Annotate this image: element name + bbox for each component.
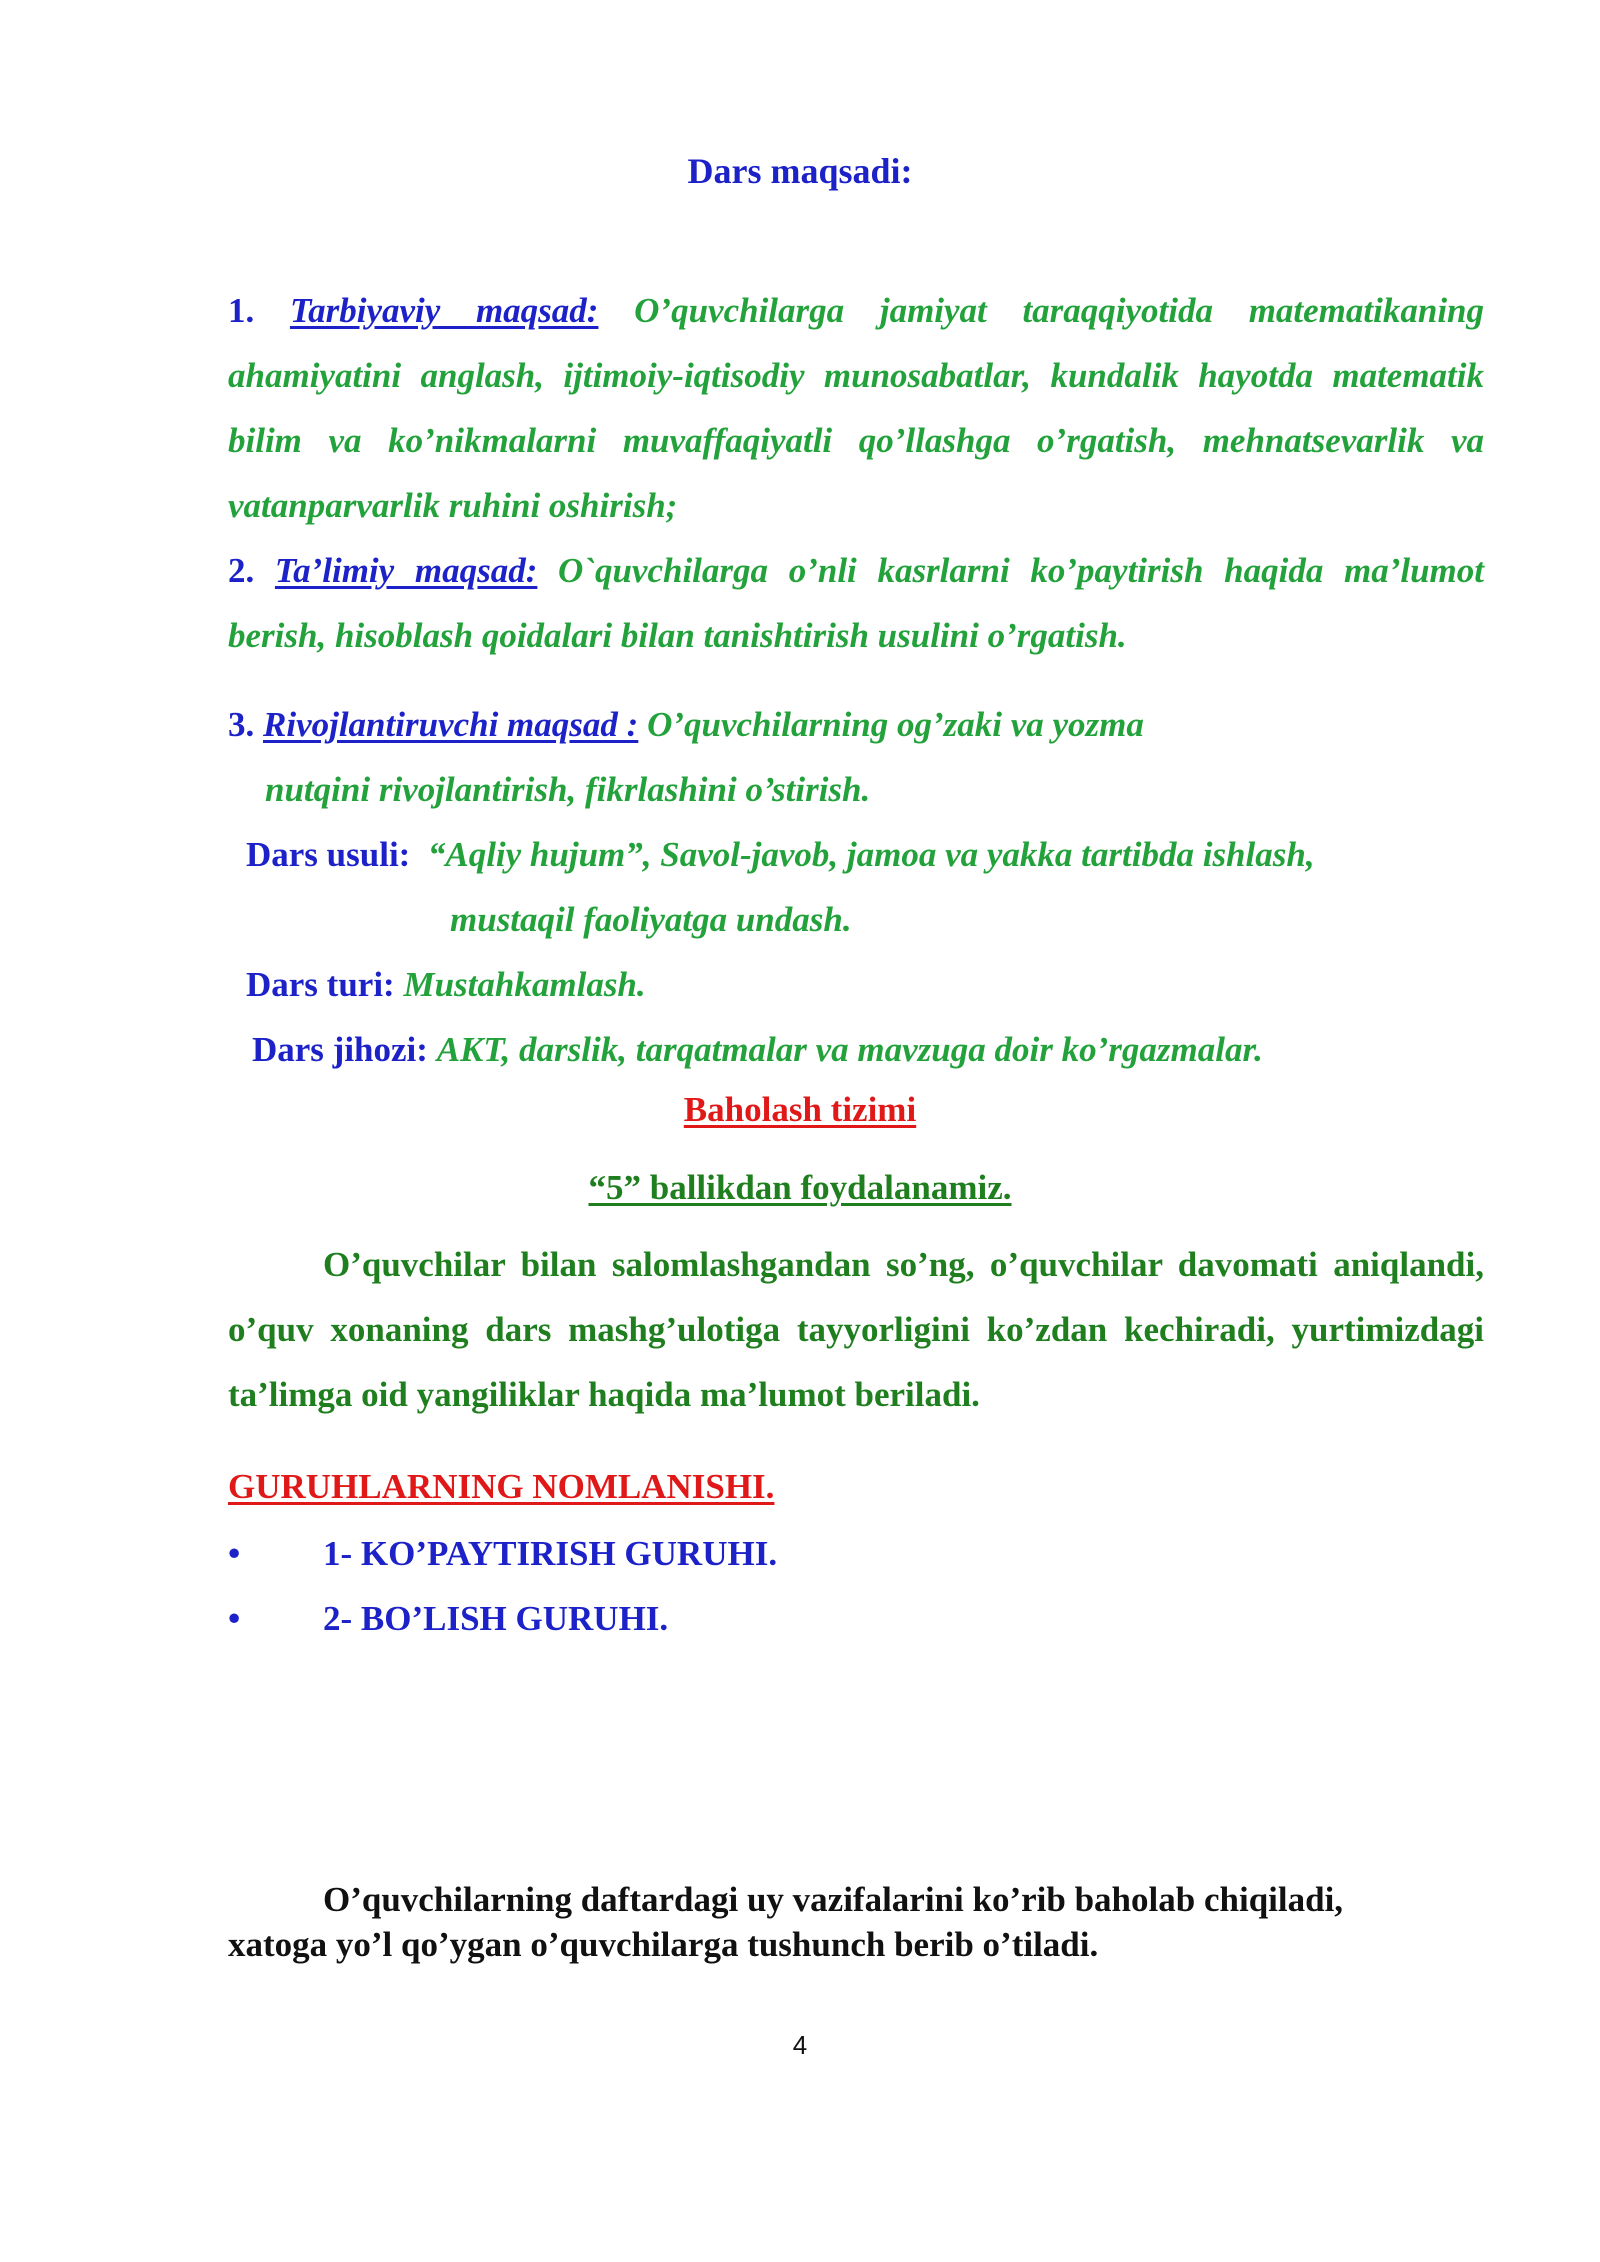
goal-1-paragraph bbox=[228, 278, 1484, 538]
grading-subheading-wrap bbox=[0, 1168, 1600, 1208]
goal-3-text-line-1: O’quvchilarning og’zaki va yozma bbox=[647, 705, 1144, 744]
goal-1-label: Tarbiyaviy maqsad: bbox=[289, 291, 599, 330]
goal-2-text: O`quvchilarga o’nli kasrlarni ko’paytirish haqida ma’lumot berish, hisoblash qoidalari bilan tanishtirish usulini o’rgatish. bbox=[228, 551, 1485, 655]
method-text-line-1: “Aqliy hujum”, Savol-javob, jamoa va yakka tartibda ishlash, bbox=[427, 835, 1315, 874]
lesson-equipment bbox=[252, 1017, 1263, 1082]
grading-subheading: “5” ballikdan foydalanamiz. bbox=[588, 1168, 1012, 1207]
lesson-type-value: Mustahkamlash. bbox=[403, 965, 646, 1004]
goal-1-text: O’quvchilarga jamiyat taraqqiyotida matematikaning ahamiyatini anglash, ijtimoiy-iqtisodiy munosabatlar, kundalik hayotda matematik bilim va ko’nikmalarni muvaffaqiyatli qo’llashga o’rgatish, mehnatsevarlik va vatanparvarlik ruhini oshirish; bbox=[228, 291, 1485, 525]
group-item-label: 2- BO’LISH GURUHI. bbox=[323, 1599, 669, 1638]
goal-2-label: Ta’limiy maqsad: bbox=[274, 551, 538, 590]
homework-paragraph bbox=[228, 1877, 1484, 1967]
goal-3-line-1 bbox=[228, 692, 1144, 757]
groups-heading-wrap bbox=[228, 1454, 774, 1519]
grading-heading: Baholash tizimi bbox=[683, 1090, 917, 1129]
method-label: Dars usuli: bbox=[246, 835, 411, 874]
groups-heading: GURUHLARNING NOMLANISHI. bbox=[228, 1467, 775, 1506]
method-line-1 bbox=[246, 822, 1315, 887]
group-item-1 bbox=[228, 1534, 1484, 1574]
method-text-line-2: mustaqil faoliyatga undash. bbox=[450, 900, 852, 939]
homework-line-1: O’quvchilarning daftardagi uy vazifalarini ko’rib baholab chiqiladi, bbox=[323, 1880, 1344, 1919]
equipment-value: AKT, darslik, tarqatmalar va mavzuga doir ko’rgazmalar. bbox=[436, 1030, 1263, 1069]
goal-2-paragraph bbox=[228, 538, 1484, 668]
homework-line-2: xatoga yo’l qo’ygan o’quvchilarga tushunch berib o’tiladi. bbox=[228, 1925, 1099, 1964]
lesson-type bbox=[246, 952, 646, 1017]
group-item-label: 1- KO’PAYTIRISH GURUHI. bbox=[323, 1534, 778, 1573]
goal-1-number: 1. bbox=[228, 291, 255, 330]
bullet-icon: • bbox=[228, 1534, 241, 1573]
goal-3-text-line-2: nutqini rivojlantirish, fikrlashini o’stirish. bbox=[265, 770, 871, 809]
goal-3-label: Rivojlantiruvchi maqsad : bbox=[263, 705, 639, 744]
page-number: 4 bbox=[792, 2030, 808, 2060]
goal-3-number: 3. bbox=[228, 705, 255, 744]
goal-2-number: 2. bbox=[228, 551, 255, 590]
intro-paragraph: O’quvchilar bilan salomlashgandan so’ng, o’quvchilar davomati aniqlandi, o’quv xonaning dars mashg’ulotiga tayyorligini ko’zdan kechiradi, yurtimizdagi ta’limga oid yangiliklar haqida ma’lumot beriladi. bbox=[228, 1245, 1484, 1414]
grading-heading-wrap bbox=[0, 1090, 1600, 1130]
group-item-2 bbox=[228, 1599, 1484, 1639]
page-title: Dars maqsadi: bbox=[687, 151, 913, 191]
bullet-icon: • bbox=[228, 1599, 241, 1638]
lesson-type-label: Dars turi: bbox=[246, 965, 395, 1004]
equipment-label: Dars jihozi: bbox=[252, 1030, 428, 1069]
